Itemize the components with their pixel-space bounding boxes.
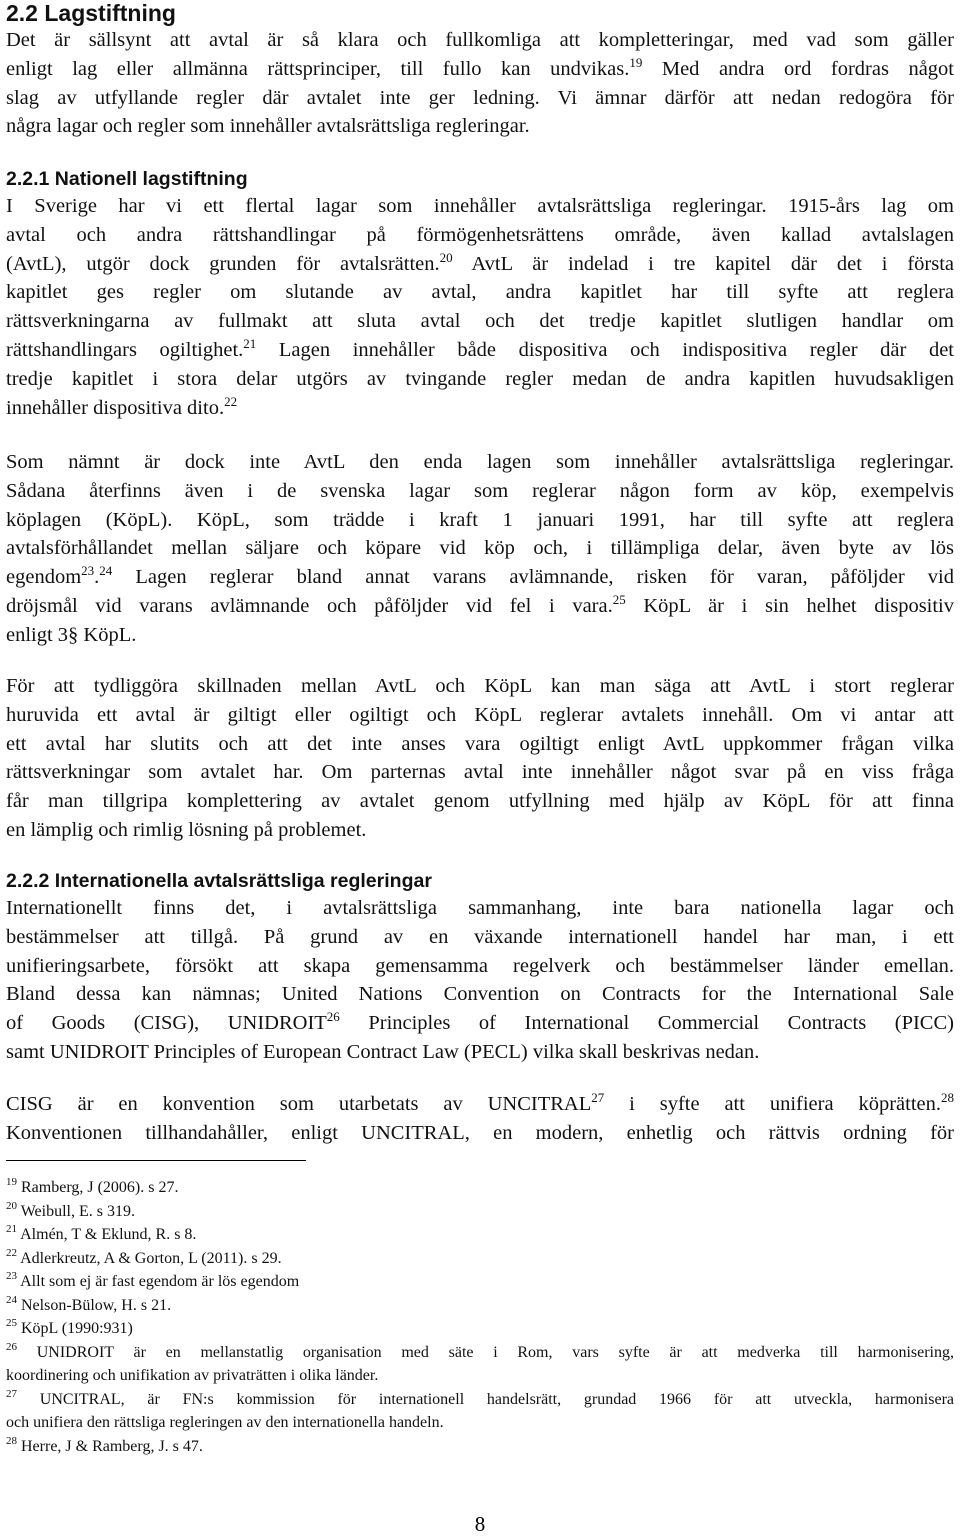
- text-line: I Sverige har vi ett flertal lagar som innehåller avtalsrättsliga regleringar. 1915-års lag om: [6, 195, 954, 217]
- footnote-ref: 26: [326, 1009, 340, 1025]
- footnote: $^{23}$ Allt som ej är fast egendom är lös egendom: [6, 1270, 300, 1290]
- text-line: tredje kapitlet i stora delar utgörs av tvingande regler medan de andra kapitlen huvudsakligen: [6, 367, 954, 390]
- text-line: Det är sällsynt att avtal är så klara och fullkomliga att kompletteringar, med vad som gäller: [6, 29, 954, 51]
- text-line: Internationellt finns det, i avtalsrättsliga sammanhang, inte bara nationella lagar och: [6, 897, 954, 919]
- footnote: $^{26}$ UNIDROIT är en mellanstatlig organisation med säte i Rom, vars syfte är att medverka till harmonisering,: [6, 1340, 955, 1361]
- footnote-ref: 25: [612, 591, 626, 607]
- text-line: kapitlet ges regler om slutande av avtal, andra kapitlet har till syfte att reglera: [6, 281, 954, 304]
- heading-2-2: 2.2 Lagstiftning: [6, 0, 176, 26]
- text-line: of Goods (CISG), UNIDROIT$^{26}$ Principles of International Commercial Contracts (PICC): [6, 1009, 954, 1035]
- text-line: Som nämnt är dock inte AvtL den enda lagen som innehåller avtalsrättsliga regleringar.: [6, 451, 954, 473]
- text-line: Sådana återfinns även i de svenska lagar som reglerar någon form av köp, exempelvis: [6, 479, 954, 502]
- footnote: $^{28}$ Herre, J & Ramberg, J. s 47.: [6, 1434, 203, 1455]
- text-line: unifieringsarbete, försökt att skapa gemensamma regelverk och bestämmelser länder emellan.: [6, 954, 954, 977]
- text-line: rättsverkningar som avtalet har. Om parternas avtal inte innehåller något svar på en viss fråga: [6, 761, 954, 784]
- footnote: $^{25}$ KöpL (1990:931): [6, 1317, 133, 1337]
- paragraph-2-2-1-b: [6, 448, 954, 650]
- footnote-separator: [6, 1160, 306, 1161]
- text-line: rättsverkningarna av fullmakt att sluta avtal och det tredje kapitlet slutligen handlar om: [6, 310, 954, 333]
- text-line: får man tillgripa komplettering av avtalet genom utfyllning med hjälp av KöpL för att finna: [6, 790, 954, 813]
- footnote-continuation: och unifiera den rättsliga regleringen av den internationella handeln.: [6, 1414, 444, 1431]
- paragraph-2-2-1-a: [6, 192, 954, 422]
- footnote-ref: 22: [224, 393, 238, 409]
- text-line: (AvtL), utgör dock grunden för avtalsrätten.$^{20}$ AvtL är indelad i tre kapitel där det i första: [6, 249, 954, 275]
- paragraph-2-2-2-a: [6, 894, 954, 1067]
- page-number: 8: [474, 1512, 486, 1536]
- text-line: enligt 3§ KöpL.: [6, 623, 137, 646]
- paragraph-2-2: [6, 26, 954, 141]
- paragraph-2-2-1-c: [6, 672, 954, 845]
- footnote-ref: 20: [439, 249, 453, 265]
- text-line: samt UNIDROIT Principles of European Contract Law (PECL) vilka skall beskrivas nedan.: [6, 1040, 760, 1063]
- text-line: innehåller dispositiva dito.$^{22}$: [6, 393, 238, 419]
- text-line: enligt lag eller allmänna rättsprinciper, till fullo kan undvikas.$^{19}$ Med andra ord fordras något: [6, 54, 954, 80]
- text-line: För att tydliggöra skillnaden mellan AvtL och KöpL kan man säga att AvtL i stort reglerar: [6, 675, 954, 697]
- paragraph-2-2-2-b: [6, 1090, 954, 1148]
- text-line: rättshandlingars ogiltighet.$^{21}$ Lagen innehåller både dispositiva och indispositiva regler där det: [6, 335, 954, 361]
- text-line: Bland dessa kan nämnas; United Nations Convention on Contracts for the International Sale: [6, 983, 954, 1006]
- footnote-ref: 23: [81, 563, 95, 579]
- footnote-ref: 27: [591, 1090, 605, 1105]
- footnote: $^{20}$ Weibull, E. s 319.: [6, 1199, 135, 1220]
- footnotes: [6, 1176, 954, 1458]
- text-line: CISG är en konvention som utarbetats av UNCITRAL$^{27}$ i syfte att unifiera köprätten.$^{28}$: [6, 1090, 954, 1115]
- text-line: egendom$^{23}$.$^{24}$ Lagen reglerar bland annat varans avlämnande, risken för varan, påföljder vid: [6, 563, 954, 589]
- text-line: ett avtal har slutits och att det inte anses vara ogiltigt enligt AvtL uppkommer frågan vilka: [6, 732, 954, 755]
- footnote: $^{24}$ Nelson-Bülow, H. s 21.: [6, 1293, 172, 1314]
- text-line: några lagar och regler som innehåller avtalsrättsliga regleringar.: [6, 115, 530, 138]
- footnote-ref: 24: [99, 563, 113, 579]
- footnote: $^{21}$ Almén, T & Eklund, R. s 8.: [6, 1223, 197, 1243]
- footnote: $^{19}$ Ramberg, J (2006). s 27.: [6, 1176, 179, 1196]
- footnote: $^{27}$ UNCITRAL, är FN:s kommission för internationell handelsrätt, grundad 1966 för att utveckla, harmonisera: [6, 1387, 955, 1408]
- text-line: slag av utfyllande regler där avtalet inte ger ledning. Vi ämnar därför att nedan redogöra för: [6, 86, 954, 109]
- text-line: bestämmelser att tillgå. På grund av en växande internationell handel har man, i ett: [6, 925, 954, 948]
- text-line: dröjsmål vid varans avlämnande och påföljder vid fel i vara.$^{25}$ KöpL är i sin helhet dispositiv: [6, 591, 955, 617]
- text-line: huruvida ett avtal är giltigt eller ogiltigt och KöpL reglerar avtalets innehåll. Om vi antar att: [6, 703, 954, 726]
- footnote-ref: 28: [941, 1090, 954, 1105]
- text-line: en lämplig och rimlig lösning på problemet.: [6, 818, 367, 841]
- footnote-ref: 21: [243, 335, 257, 351]
- footnote-continuation: koordinering och unifikation av privaträtten i olika länder.: [6, 1367, 379, 1384]
- text-line: Konventionen tillhandahåller, enligt UNCITRAL, en modern, enhetlig och rättvis ordning för: [6, 1121, 954, 1144]
- text-line: avtal och andra rättshandlingar på förmögenhetsrättens område, även kallad avtalslagen: [6, 223, 954, 246]
- heading-2-2-1: 2.2.1 Nationell lagstiftning: [6, 168, 248, 190]
- text-line: avtalsförhållandet mellan säljare och köpare vid köp och, i tillämpliga delar, även byte av lös: [6, 537, 954, 560]
- footnote-ref: 19: [629, 54, 643, 70]
- text-line: köplagen (KöpL). KöpL, som trädde i kraft 1 januari 1991, har till syfte att reglera: [6, 508, 954, 531]
- footnote: $^{22}$ Adlerkreutz, A & Gorton, L (2011). s 29.: [6, 1246, 282, 1267]
- heading-2-2-2: 2.2.2 Internationella avtalsrättsliga regleringar: [6, 870, 432, 892]
